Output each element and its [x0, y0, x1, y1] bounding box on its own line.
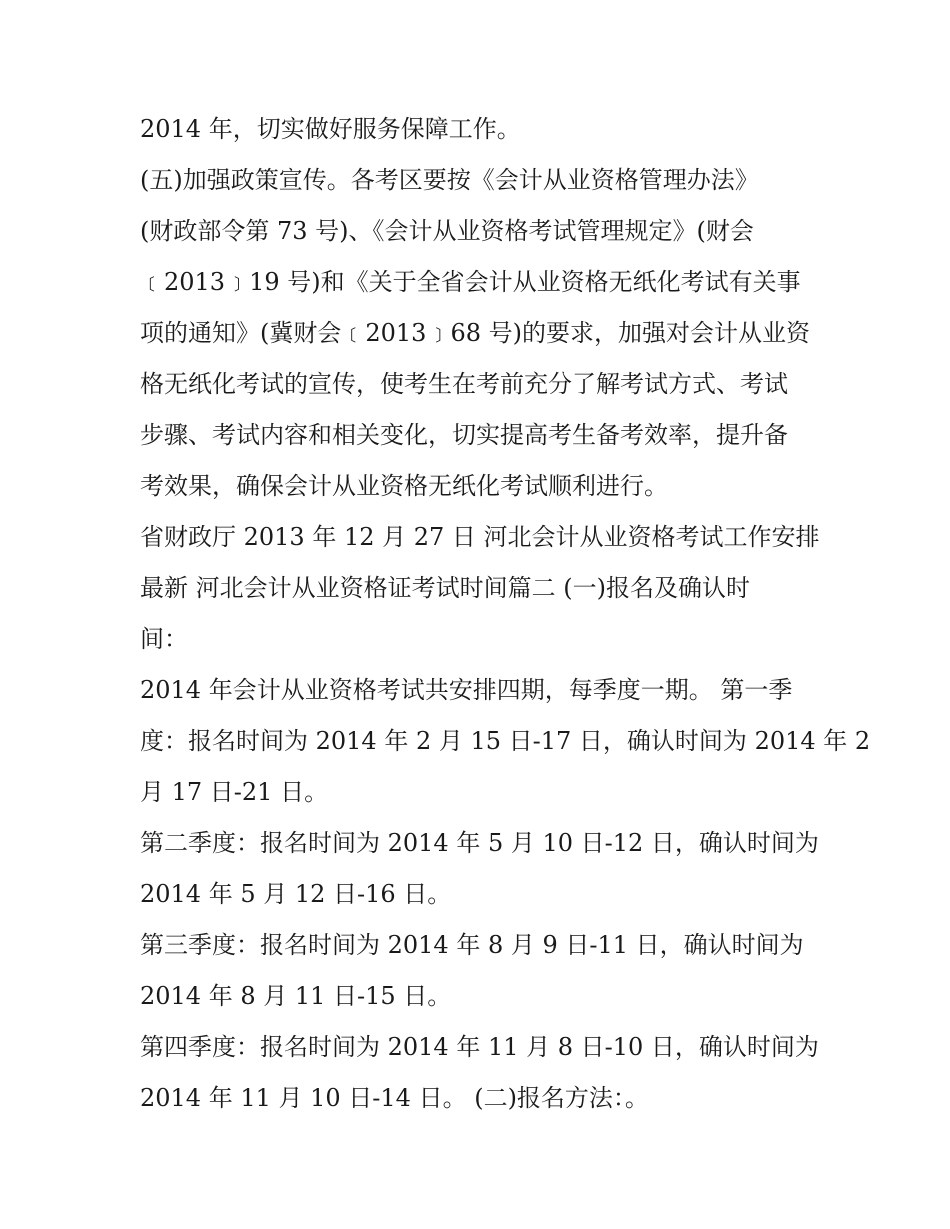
text-line: 第三季度：报名时间为 2014 年 8 月 9 日-11 日，确认时间为: [140, 931, 804, 959]
text-line: 最新 河北会计从业资格证考试时间篇二 (一)报名及确认时: [140, 574, 750, 602]
text-line: 2014 年会计从业资格考试共安排四期，每季度一期。 第一季: [140, 676, 793, 704]
text-line: 第二季度：报名时间为 2014 年 5 月 10 日-12 日，确认时间为: [140, 829, 819, 857]
text-line: 第四季度：报名时间为 2014 年 11 月 8 日-10 日，确认时间为: [140, 1033, 819, 1061]
text-line: ﹝2013﹞19 号)和《关于全省会计从业资格无纸化考试有关事: [140, 268, 801, 296]
text-line: 间：: [140, 625, 188, 653]
text-line: (五)加强政策宣传。各考区要按《会计从业资格管理办法》: [140, 166, 759, 194]
text-line: 省财政厅 2013 年 12 月 27 日 河北会计从业资格考试工作安排: [140, 523, 820, 551]
text-line: 月 17 日-21 日。: [140, 778, 329, 806]
text-line: 度：报名时间为 2014 年 2 月 15 日-17 日，确认时间为 2014 年 2: [140, 727, 871, 755]
text-line: 格无纸化考试的宣传，使考生在考前充分了解考试方式、考试: [140, 370, 788, 398]
text-line: (财政部令第 73 号)、《会计从业资格考试管理规定》(财会: [140, 217, 754, 245]
text-line: 2014 年 11 月 10 日-14 日。 (二)报名方法：。: [140, 1084, 649, 1112]
document-body: [140, 104, 871, 1124]
text-line: 2014 年，切实做好服务保障工作。: [140, 115, 521, 143]
text-line: 2014 年 5 月 12 日-16 日。: [140, 880, 452, 908]
text-line: 项的通知》(冀财会﹝2013﹞68 号)的要求，加强对会计从业资: [140, 319, 810, 347]
text-line: 考效果，确保会计从业资格无纸化考试顺利进行。: [140, 472, 668, 500]
text-line: 步骤、考试内容和相关变化，切实提高考生备考效率，提升备: [140, 421, 788, 449]
text-line: 2014 年 8 月 11 日-15 日。: [140, 982, 452, 1010]
